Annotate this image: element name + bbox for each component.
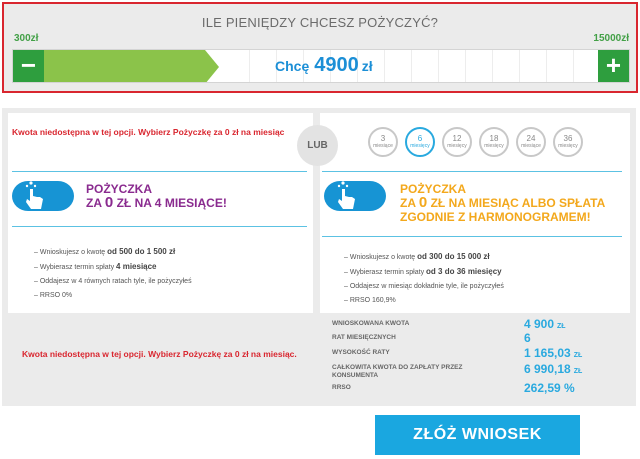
offers-section [2,108,636,406]
offer-headline [400,182,605,224]
headline-line-2 [400,196,605,210]
feature-item: – Wnioskujesz o kwotę od 500 do 1 500 zł [34,245,192,260]
term-option-18[interactable] [479,127,509,157]
term-unit: miesiące [521,143,541,149]
term-number: 18 [489,134,499,143]
feature-item: – RRSO 0% [34,289,192,303]
slider-title: ILE PIENIĘDZY CHCESZ POŻYCZYĆ? [201,15,439,30]
term-option-12[interactable] [442,127,472,157]
slider-tick [438,50,439,82]
offer-features-list [344,250,504,308]
slider-tick [519,50,520,82]
summary-value: 4 900 ZŁ [524,317,566,331]
headline-za: ZA [86,196,102,210]
slider-tick [492,50,493,82]
amount-slider-track[interactable] [12,49,630,83]
offer-card-zero-4-months[interactable] [8,113,313,313]
card-divider [12,226,307,227]
slider-tick [573,50,574,82]
headline-line-1: POŻYCZKA [86,182,152,196]
headline-za: ZA [400,196,416,210]
headline-line-2 [86,196,227,210]
term-unit: miesięcy [410,143,430,149]
offer-headline [86,182,227,210]
feature-item: – Wybierasz termin spłaty 4 miesiące [34,260,192,275]
term-option-24[interactable] [516,127,546,157]
headline-rest: ZŁ NA 4 MIESIĄCE! [116,196,227,210]
unavailable-notice-bottom: Kwota niedostępna w tej opcji. Wybierz Pożyczkę za 0 zł na miesiąc. [22,349,297,359]
feature-item: – Oddajesz w 4 równych ratach tyle, ile pożyczyłeś [34,275,192,289]
card-divider [322,171,622,172]
headline-line-3: ZGODNIE Z HARMONOGRAMEM! [400,210,591,224]
slider-max-label: 15000zł [593,33,629,44]
slider-tick [249,50,250,82]
slider-min-label: 300zł [14,33,39,44]
offer-card-zero-monthly[interactable] [320,113,630,313]
slider-tick [411,50,412,82]
term-option-6[interactable] [405,127,435,157]
term-unit: miesięcy [484,143,504,149]
feature-item: – Wnioskujesz o kwotę od 300 do 15 000 zł [344,250,504,265]
feature-item: – RRSO 160,9% [344,294,504,308]
term-number: 12 [452,134,462,143]
amount-prefix: Chcę [275,58,310,74]
touch-hand-icon [324,181,386,211]
card-divider [322,236,622,237]
slider-tick [546,50,547,82]
apply-button[interactable]: ZŁÓŻ WNIOSEK [375,415,580,455]
touch-hand-icon [12,181,74,211]
summary-label: CAŁKOWITA KWOTA DO ZAPŁATY PRZEZ KONSUMENTA [332,364,463,379]
slider-tick [384,50,385,82]
card-divider [12,171,307,172]
unavailable-notice: Kwota niedostępna w tej opcji. Wybierz Pożyczkę za 0 zł na miesiąc [12,127,285,137]
headline-zero: 0 [418,194,428,211]
amount-display [275,54,373,77]
or-badge: LUB [297,125,338,166]
term-number: 6 [417,134,423,143]
amount-value: 4900 [314,54,359,76]
term-option-36[interactable] [553,127,583,157]
slider-handle[interactable] [205,50,219,83]
term-unit: miesięcy [558,143,578,149]
offer-features-list [34,245,192,303]
term-number: 24 [526,134,536,143]
summary-label: WNIOSKOWANA KWOTA [332,320,410,327]
summary-label: RRSO [332,384,351,391]
summary-value: 1 165,03 ZŁ [524,346,583,360]
summary-value: 262,59 % [524,381,575,395]
increase-amount-button[interactable]: + [598,50,629,82]
term-number: 36 [563,134,573,143]
term-number: 3 [380,134,386,143]
headline-line-1: POŻYCZKA [400,182,466,196]
loan-amount-panel [2,2,638,93]
summary-value: 6 990,18 ZŁ [524,362,583,376]
summary-label: RAT MIESIĘCZNYCH [332,334,396,341]
term-option-3[interactable] [368,127,398,157]
term-unit: miesięcy [447,143,467,149]
headline-zero: 0 [104,194,114,211]
headline-rest: ZŁ NA MIESIĄC ALBO SPŁATA [430,196,606,210]
slider-tick [465,50,466,82]
summary-label: WYSOKOŚĆ RATY [332,349,390,356]
feature-item: – Wybierasz termin spłaty od 3 do 36 miesięcy [344,265,504,280]
term-unit: miesiące [373,143,393,149]
amount-currency: zł [361,58,373,74]
feature-item: – Oddajesz w miesiąc dokładnie tyle, ile pożyczyłeś [344,280,504,294]
decrease-amount-button[interactable]: − [13,50,44,82]
summary-value: 6 [524,331,531,345]
